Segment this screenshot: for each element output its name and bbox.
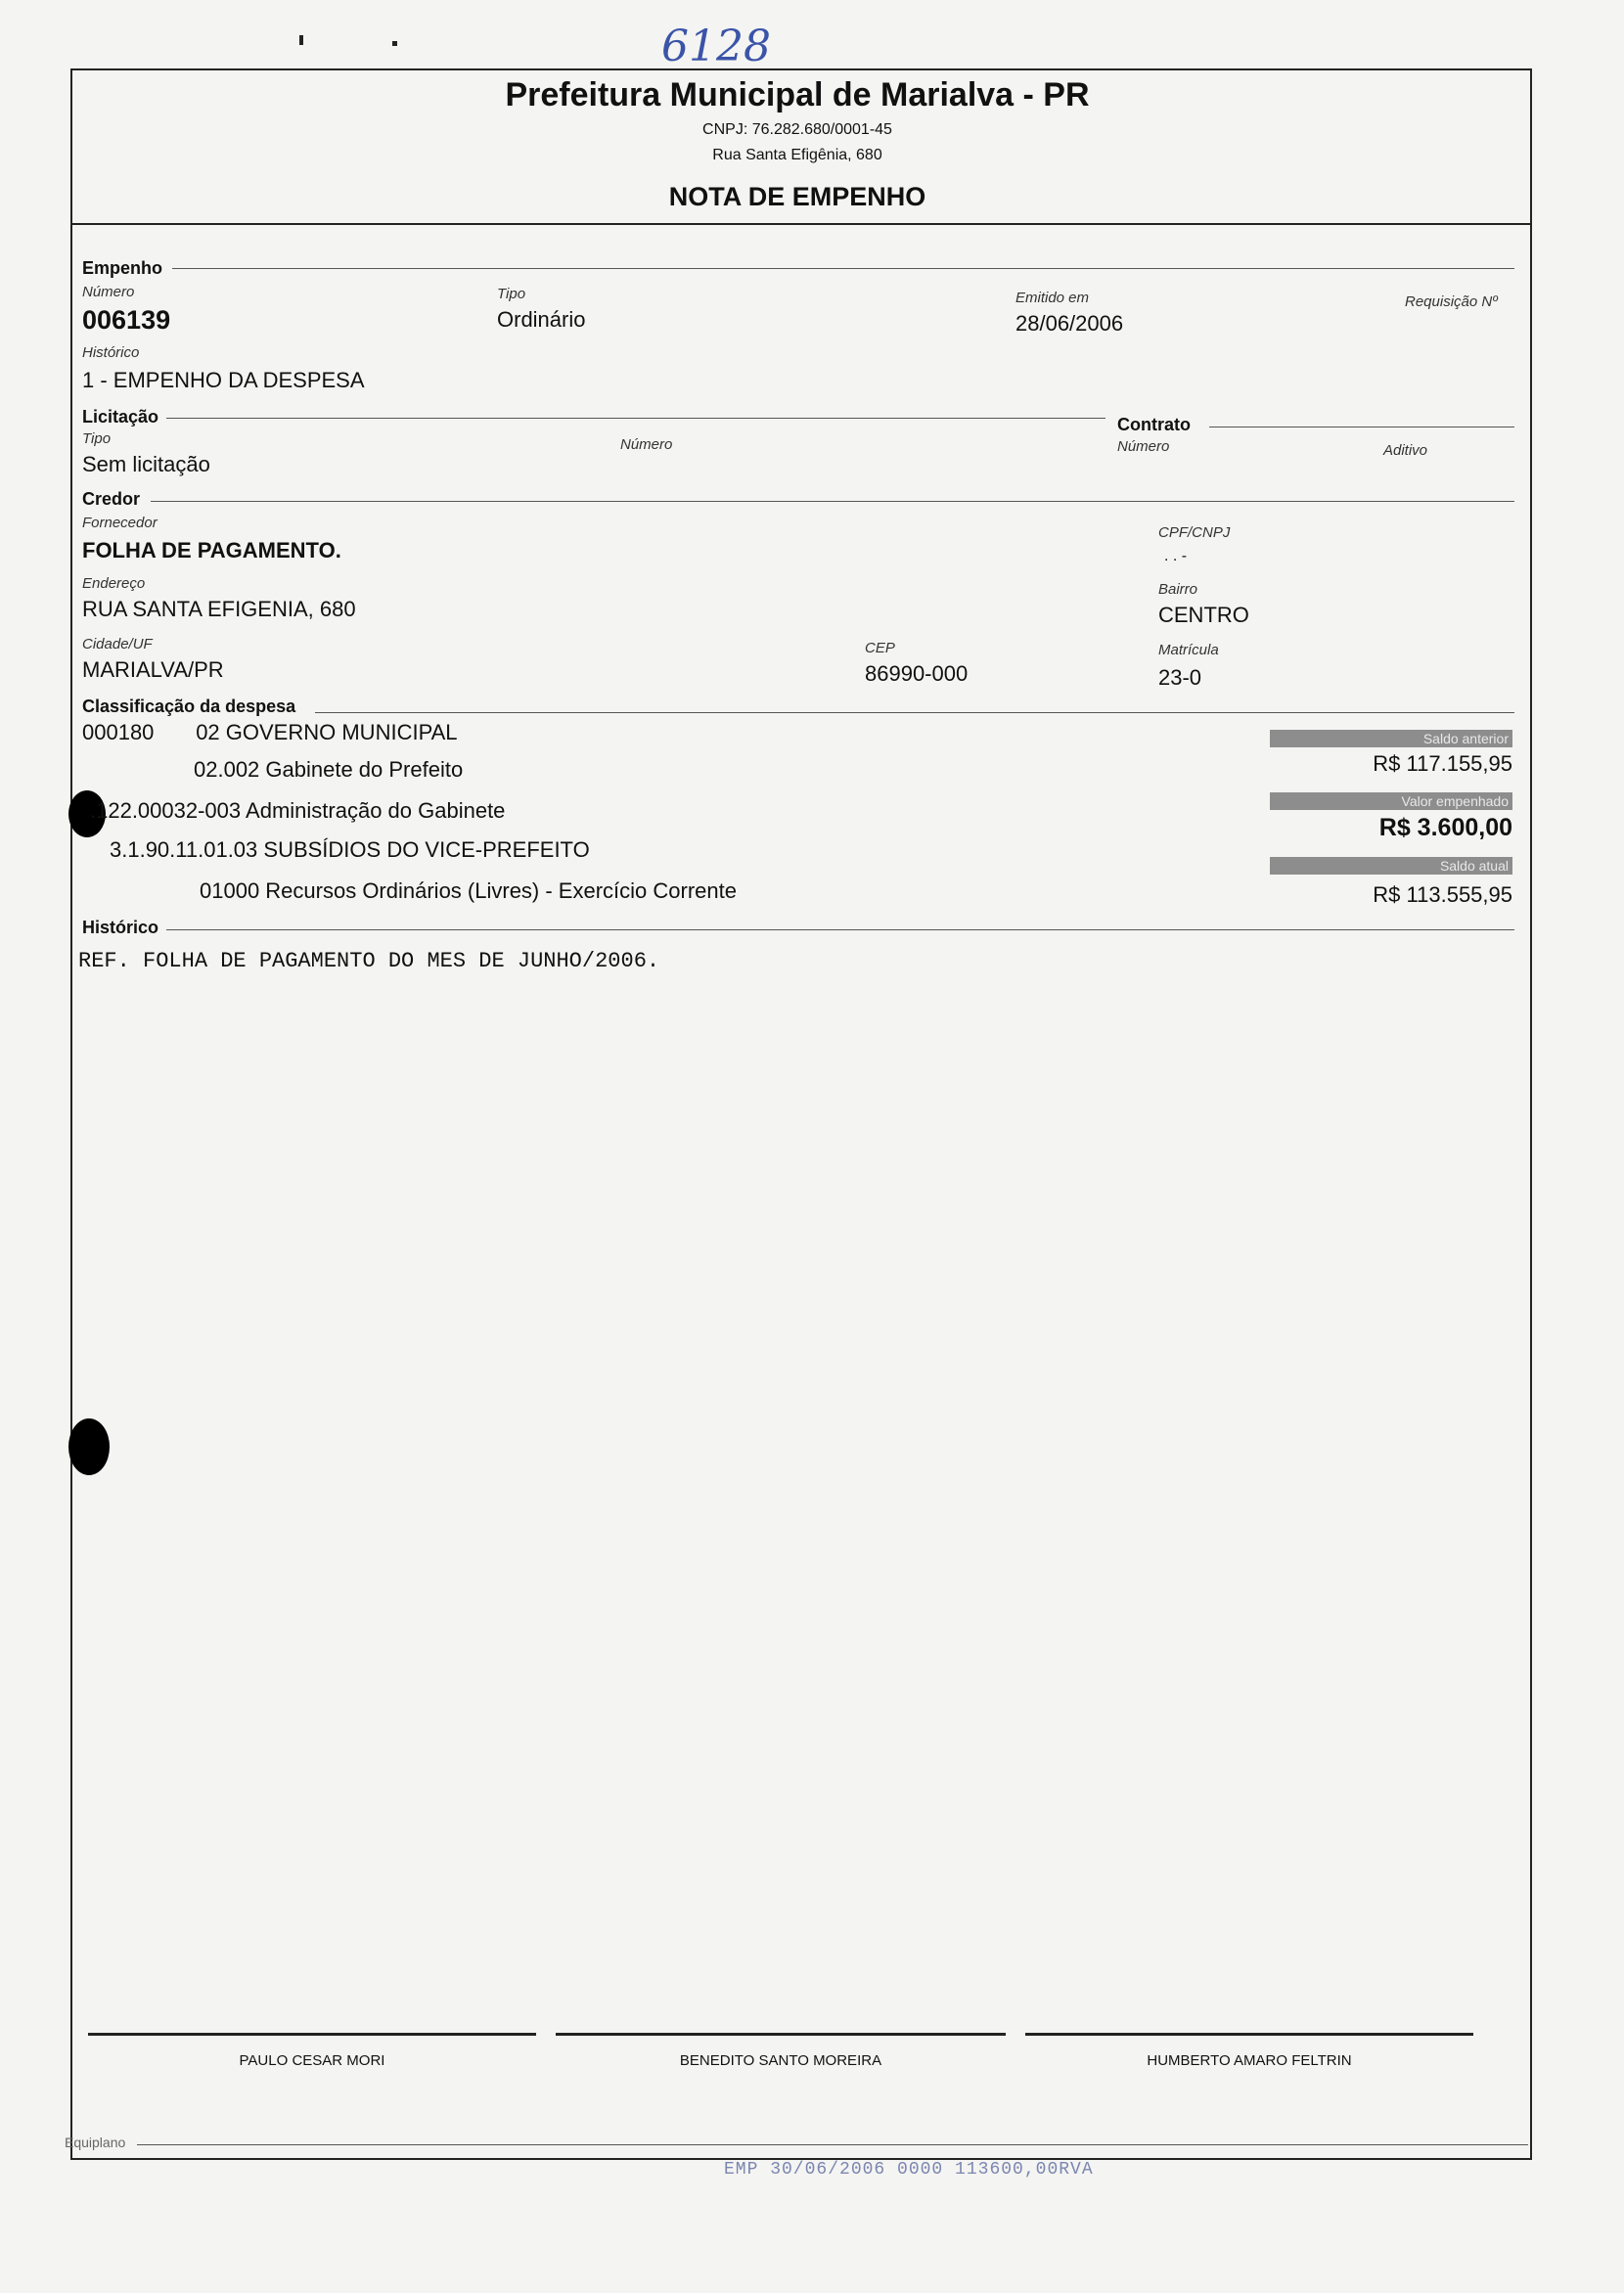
classificacao-section: Classificação da despesa — [82, 697, 296, 716]
empenho-rule — [172, 268, 1514, 269]
page-title: Prefeitura Municipal de Marialva - PR — [505, 76, 1090, 113]
contrato-numero-label: Número — [1117, 438, 1170, 455]
cpf-label: CPF/CNPJ — [1158, 524, 1231, 541]
endereco: RUA SANTA EFIGENIA, 680 — [82, 597, 356, 621]
handwritten-number: 6128 — [661, 22, 771, 71]
footer-stamp: EMP 30/06/2006 0000 113600,00RVA — [724, 2160, 1094, 2180]
saldo-atual-label: Saldo atual — [1270, 857, 1512, 875]
signature-name: HUMBERTO AMARO FELTRIN — [1147, 2052, 1352, 2069]
class-line-3: .122.00032-003 Administração do Gabinete — [90, 798, 506, 823]
scan-mark — [299, 35, 303, 45]
scan-mark — [392, 41, 397, 46]
valor-empenhado: R$ 3.600,00 — [1378, 814, 1512, 841]
fornecedor: FOLHA DE PAGAMENTO. — [82, 538, 341, 562]
contrato-section: Contrato — [1117, 415, 1191, 434]
signature-line — [88, 2033, 536, 2036]
class-line-4: 3.1.90.11.01.03 SUBSÍDIOS DO VICE-PREFEITO — [110, 837, 590, 862]
licitacao-numero-label: Número — [620, 436, 673, 453]
footer-rule — [137, 2144, 1528, 2145]
saldo-anterior: R$ 117.155,95 — [1373, 751, 1512, 776]
cnpj: CNPJ: 76.282.680/0001-45 — [702, 121, 892, 138]
credor-rule — [151, 501, 1514, 502]
historico-label: Histórico — [82, 344, 140, 361]
licitacao-tipo: Sem licitação — [82, 452, 210, 476]
endereco-label: Endereço — [82, 575, 146, 592]
cep: 86990-000 — [865, 661, 969, 686]
requisicao-label: Requisição Nº — [1405, 293, 1498, 310]
class-line-2: 02.002 Gabinete do Prefeito — [194, 757, 464, 782]
scan-hole — [68, 1418, 110, 1475]
aditivo-label: Aditivo — [1383, 442, 1428, 459]
doc-title: NOTA DE EMPENHO — [668, 182, 926, 211]
saldo-anterior-label: Saldo anterior — [1270, 730, 1512, 747]
signature-name: BENEDITO SANTO MOREIRA — [679, 2052, 882, 2069]
class-line-5: 01000 Recursos Ordinários (Livres) - Exercício Corrente — [200, 878, 737, 903]
footer-brand: Equiplano — [65, 2135, 126, 2150]
emitido-date: 28/06/2006 — [1015, 311, 1124, 336]
licitacao-section: Licitação — [82, 407, 159, 427]
cep-label: CEP — [865, 640, 895, 656]
matricula: 23-0 — [1158, 665, 1202, 690]
numero-label: Número — [82, 284, 135, 300]
fornecedor-label: Fornecedor — [82, 515, 158, 531]
matricula-label: Matrícula — [1158, 642, 1219, 658]
bairro-label: Bairro — [1158, 581, 1198, 598]
bairro: CENTRO — [1158, 603, 1249, 627]
classificacao-rule — [315, 712, 1514, 713]
emitido-label: Emitido em — [1015, 290, 1090, 306]
tipo-label: Tipo — [497, 286, 526, 302]
valor-empenhado-label: Valor empenhado — [1270, 792, 1512, 810]
signature-line — [556, 2033, 1006, 2036]
historico-section: Histórico — [82, 918, 159, 937]
signature-name: PAULO CESAR MORI — [239, 2052, 385, 2069]
header-divider — [70, 223, 1530, 225]
credor-section: Credor — [82, 489, 141, 509]
historico-text: REF. FOLHA DE PAGAMENTO DO MES DE JUNHO/2006. — [78, 949, 660, 973]
cidade: MARIALVA/PR — [82, 657, 224, 682]
class-line-1: 000180 02 GOVERNO MUNICIPAL — [82, 720, 458, 744]
cidade-label: Cidade/UF — [82, 636, 153, 652]
empenho-numero: 006139 — [82, 305, 171, 335]
empenho-tipo: Ordinário — [497, 307, 586, 332]
empenho-historico: 1 - EMPENHO DA DESPESA — [82, 368, 365, 392]
signature-line — [1025, 2033, 1473, 2036]
licitacao-rule — [166, 418, 1105, 419]
empenho-section: Empenho — [82, 258, 163, 278]
historico-rule — [166, 929, 1514, 930]
saldo-atual: R$ 113.555,95 — [1373, 882, 1512, 907]
licitacao-tipo-label: Tipo — [82, 430, 112, 447]
cpf-value: . . - — [1164, 548, 1188, 564]
address: Rua Santa Efigênia, 680 — [712, 147, 882, 163]
